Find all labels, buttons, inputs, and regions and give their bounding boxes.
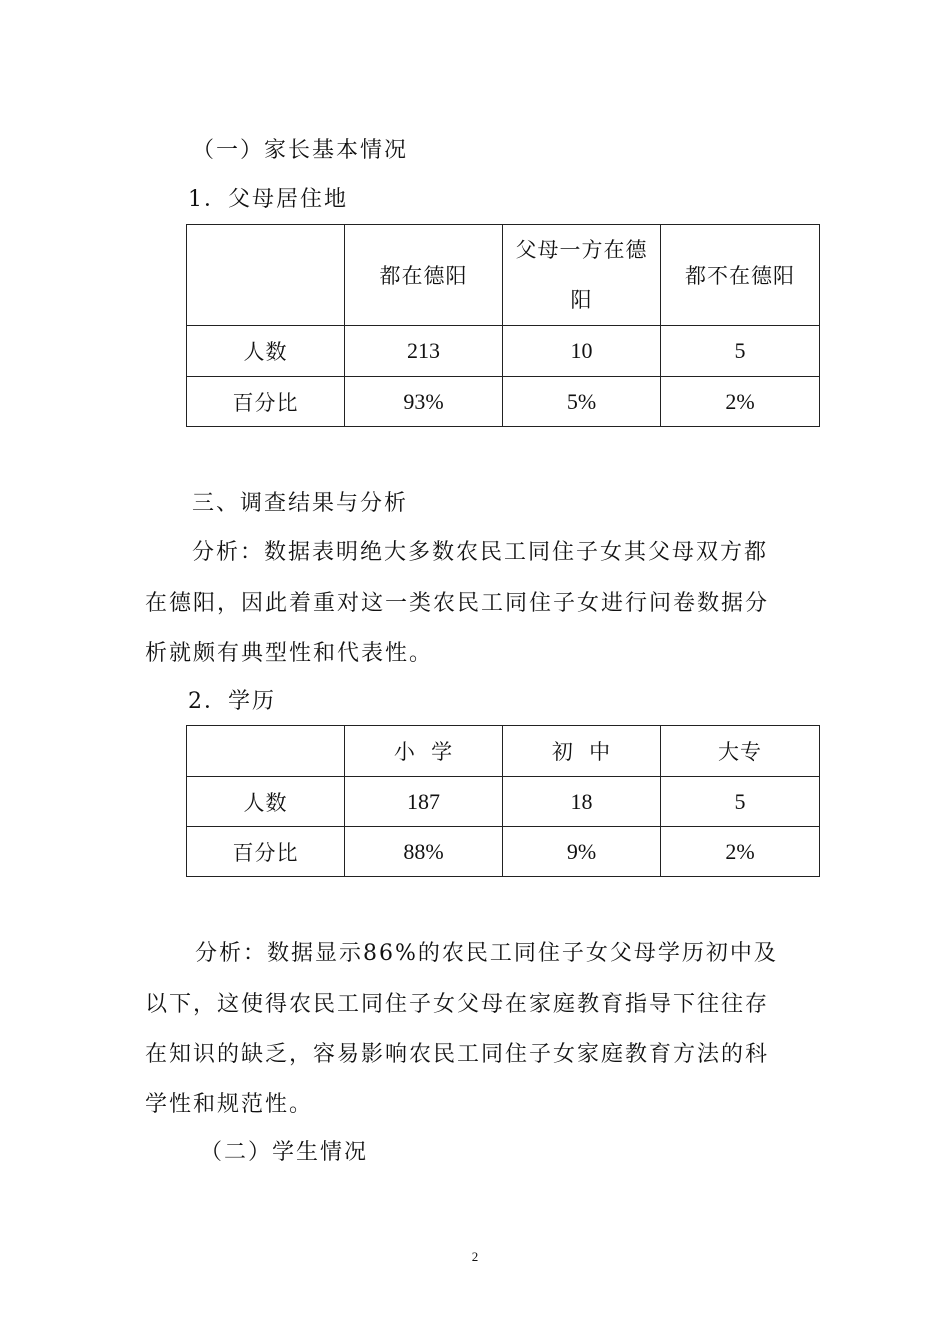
table-cell: 10 (503, 326, 661, 377)
table-cell: 2% (661, 377, 820, 427)
table-header-cell (187, 225, 345, 326)
table-header-cell: 都在德阳 (345, 225, 503, 326)
row-label-cell: 人数 (187, 777, 345, 827)
table-header-row (187, 225, 820, 326)
table-row (187, 827, 820, 877)
analysis2-line: 在知识的缺乏，容易影响农民工同住子女家庭教育方法的科 (145, 1042, 770, 1067)
analysis1-line: 析就颇有典型性和代表性。 (145, 641, 434, 666)
table-header-cell (187, 726, 345, 777)
table-header-cell: 都不在德阳 (661, 225, 820, 326)
row-label-cell: 百分比 (187, 377, 345, 427)
table-header-cell: 小 学 (345, 726, 503, 777)
analysis2-line: 学性和规范性。 (145, 1092, 314, 1117)
table-row (187, 377, 820, 427)
page-number: 2 (471, 1249, 479, 1264)
table-header-cell: 大专 (661, 726, 820, 777)
table-cell: 2% (661, 827, 820, 877)
table-header-cell: 父母一方在德阳 (503, 225, 661, 326)
analysis1-line: 在德阳，因此着重对这一类农民工同住子女进行问卷数据分 (145, 591, 770, 616)
subheading-residence: 1．父母居住地 (188, 187, 348, 212)
education-table (186, 725, 820, 877)
table-cell: 88% (345, 827, 503, 877)
table-cell: 213 (345, 326, 503, 377)
analysis2-line: 分析：数据显示86%的农民工同住子女父母学历初中及 (195, 941, 778, 966)
subheading-education: 2．学历 (188, 689, 276, 714)
analysis2-line: 以下，这使得农民工同住子女父母在家庭教育指导下往往存 (145, 992, 770, 1017)
analysis1-line: 分析：数据表明绝大多数农民工同住子女其父母双方都 (192, 540, 769, 565)
table-cell: 5 (661, 326, 820, 377)
residence-table (186, 224, 820, 427)
table-cell: 93% (345, 377, 503, 427)
row-label-cell: 百分比 (187, 827, 345, 877)
table-header-cell: 初 中 (503, 726, 661, 777)
table-header-row (187, 726, 820, 777)
section-heading-parents: （一）家长基本情况 (192, 138, 409, 163)
table-cell: 18 (503, 777, 661, 827)
table-cell: 5 (661, 777, 820, 827)
section-heading-results: 三、调查结果与分析 (192, 491, 409, 516)
table-cell: 9% (503, 827, 661, 877)
table-cell: 5% (503, 377, 661, 427)
table-row (187, 326, 820, 377)
table-cell: 187 (345, 777, 503, 827)
section-heading-students: （二）学生情况 (200, 1140, 369, 1165)
row-label-cell: 人数 (187, 326, 345, 377)
table-row (187, 777, 820, 827)
